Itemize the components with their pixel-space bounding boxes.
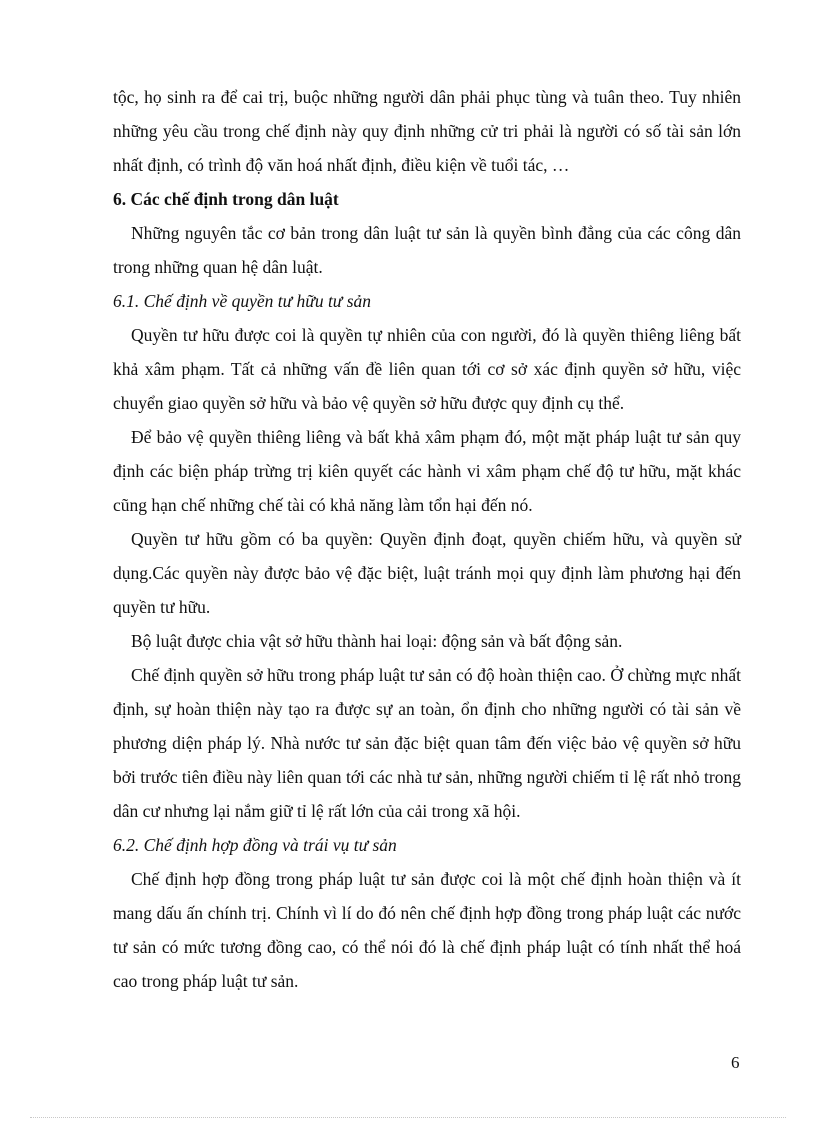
paragraph-ownership-completeness: Chế định quyền sở hữu trong pháp luật tư sản có độ hoàn thiện cao. Ở chừng mực nhất định, sự hoàn thiện này tạo ra được sự an toàn, ổn định cho những người có tài sản về phương diện pháp lý. Nhà nước tư sản đặc biệt quan tâm đến việc bảo vệ quyền sở hữu bởi trước tiên điều này liên quan tới các nhà tư sản, những người chiếm tỉ lệ rất nhỏ trong dân cư nhưng lại nắm giữ tỉ lệ rất lớn của cải trong xã hội. [113,665,741,821]
page-number: 6 [731,1053,740,1072]
page-body [113,80,741,998]
paragraph-private-property-right: Quyền tư hữu được coi là quyền tự nhiên của con người, đó là quyền thiêng liêng bất khả xâm phạm. Tất cả những vấn đề liên quan tới cơ sở xác định quyền sở hữu, việc chuyển giao quyền sở hữu và bảo vệ quyền sở hữu được quy định cụ thể. [113,325,741,413]
subsection-heading-6-1: 6.1. Chế định về quyền tư hữu tư sản [113,291,372,311]
paragraph-movable-immovable: Bộ luật được chia vật sở hữu thành hai loại: động sản và bất động sản. [131,631,623,651]
paragraph-contract-institution: Chế định hợp đồng trong pháp luật tư sản được coi là một chế định hoàn thiện và ít mang dấu ấn chính trị. Chính vì lí do đó nên chế định hợp đồng trong pháp luật các nước tư sản có mức tương đồng cao, có thể nói đó là chế định pháp luật có tính nhất thể hoá cao trong pháp luật tư sản. [113,869,741,991]
page-bottom-divider [30,1117,786,1118]
section-heading-6: 6. Các chế định trong dân luật [113,189,339,209]
paragraph-property-protection: Để bảo vệ quyền thiêng liêng và bất khả xâm phạm đó, một mặt pháp luật tư sản quy định các biện pháp trừng trị kiên quyết các hành vi xâm phạm chế độ tư hữu, mặt khác cũng hạn chế những chế tài có khả năng làm tổn hại đến nó. [113,427,741,515]
paragraph-continuation: tộc, họ sinh ra để cai trị, buộc những người dân phải phục tùng và tuân theo. Tuy nhiên những yêu cầu trong chế định này quy định những cử tri phải là người có số tài sản lớn nhất định, có trình độ văn hoá nhất định, điều kiện về tuổi tác, … [113,87,741,175]
subsection-heading-6-2: 6.2. Chế định hợp đồng và trái vụ tư sản [113,835,397,855]
paragraph-civil-law-principles: Những nguyên tắc cơ bản trong dân luật tư sản là quyền bình đẳng của các công dân trong những quan hệ dân luật. [113,223,741,277]
paragraph-three-rights: Quyền tư hữu gồm có ba quyền: Quyền định đoạt, quyền chiếm hữu, và quyền sử dụng.Các quyền này được bảo vệ đặc biệt, luật tránh mọi quy định làm phương hại đến quyền tư hữu. [113,529,741,617]
